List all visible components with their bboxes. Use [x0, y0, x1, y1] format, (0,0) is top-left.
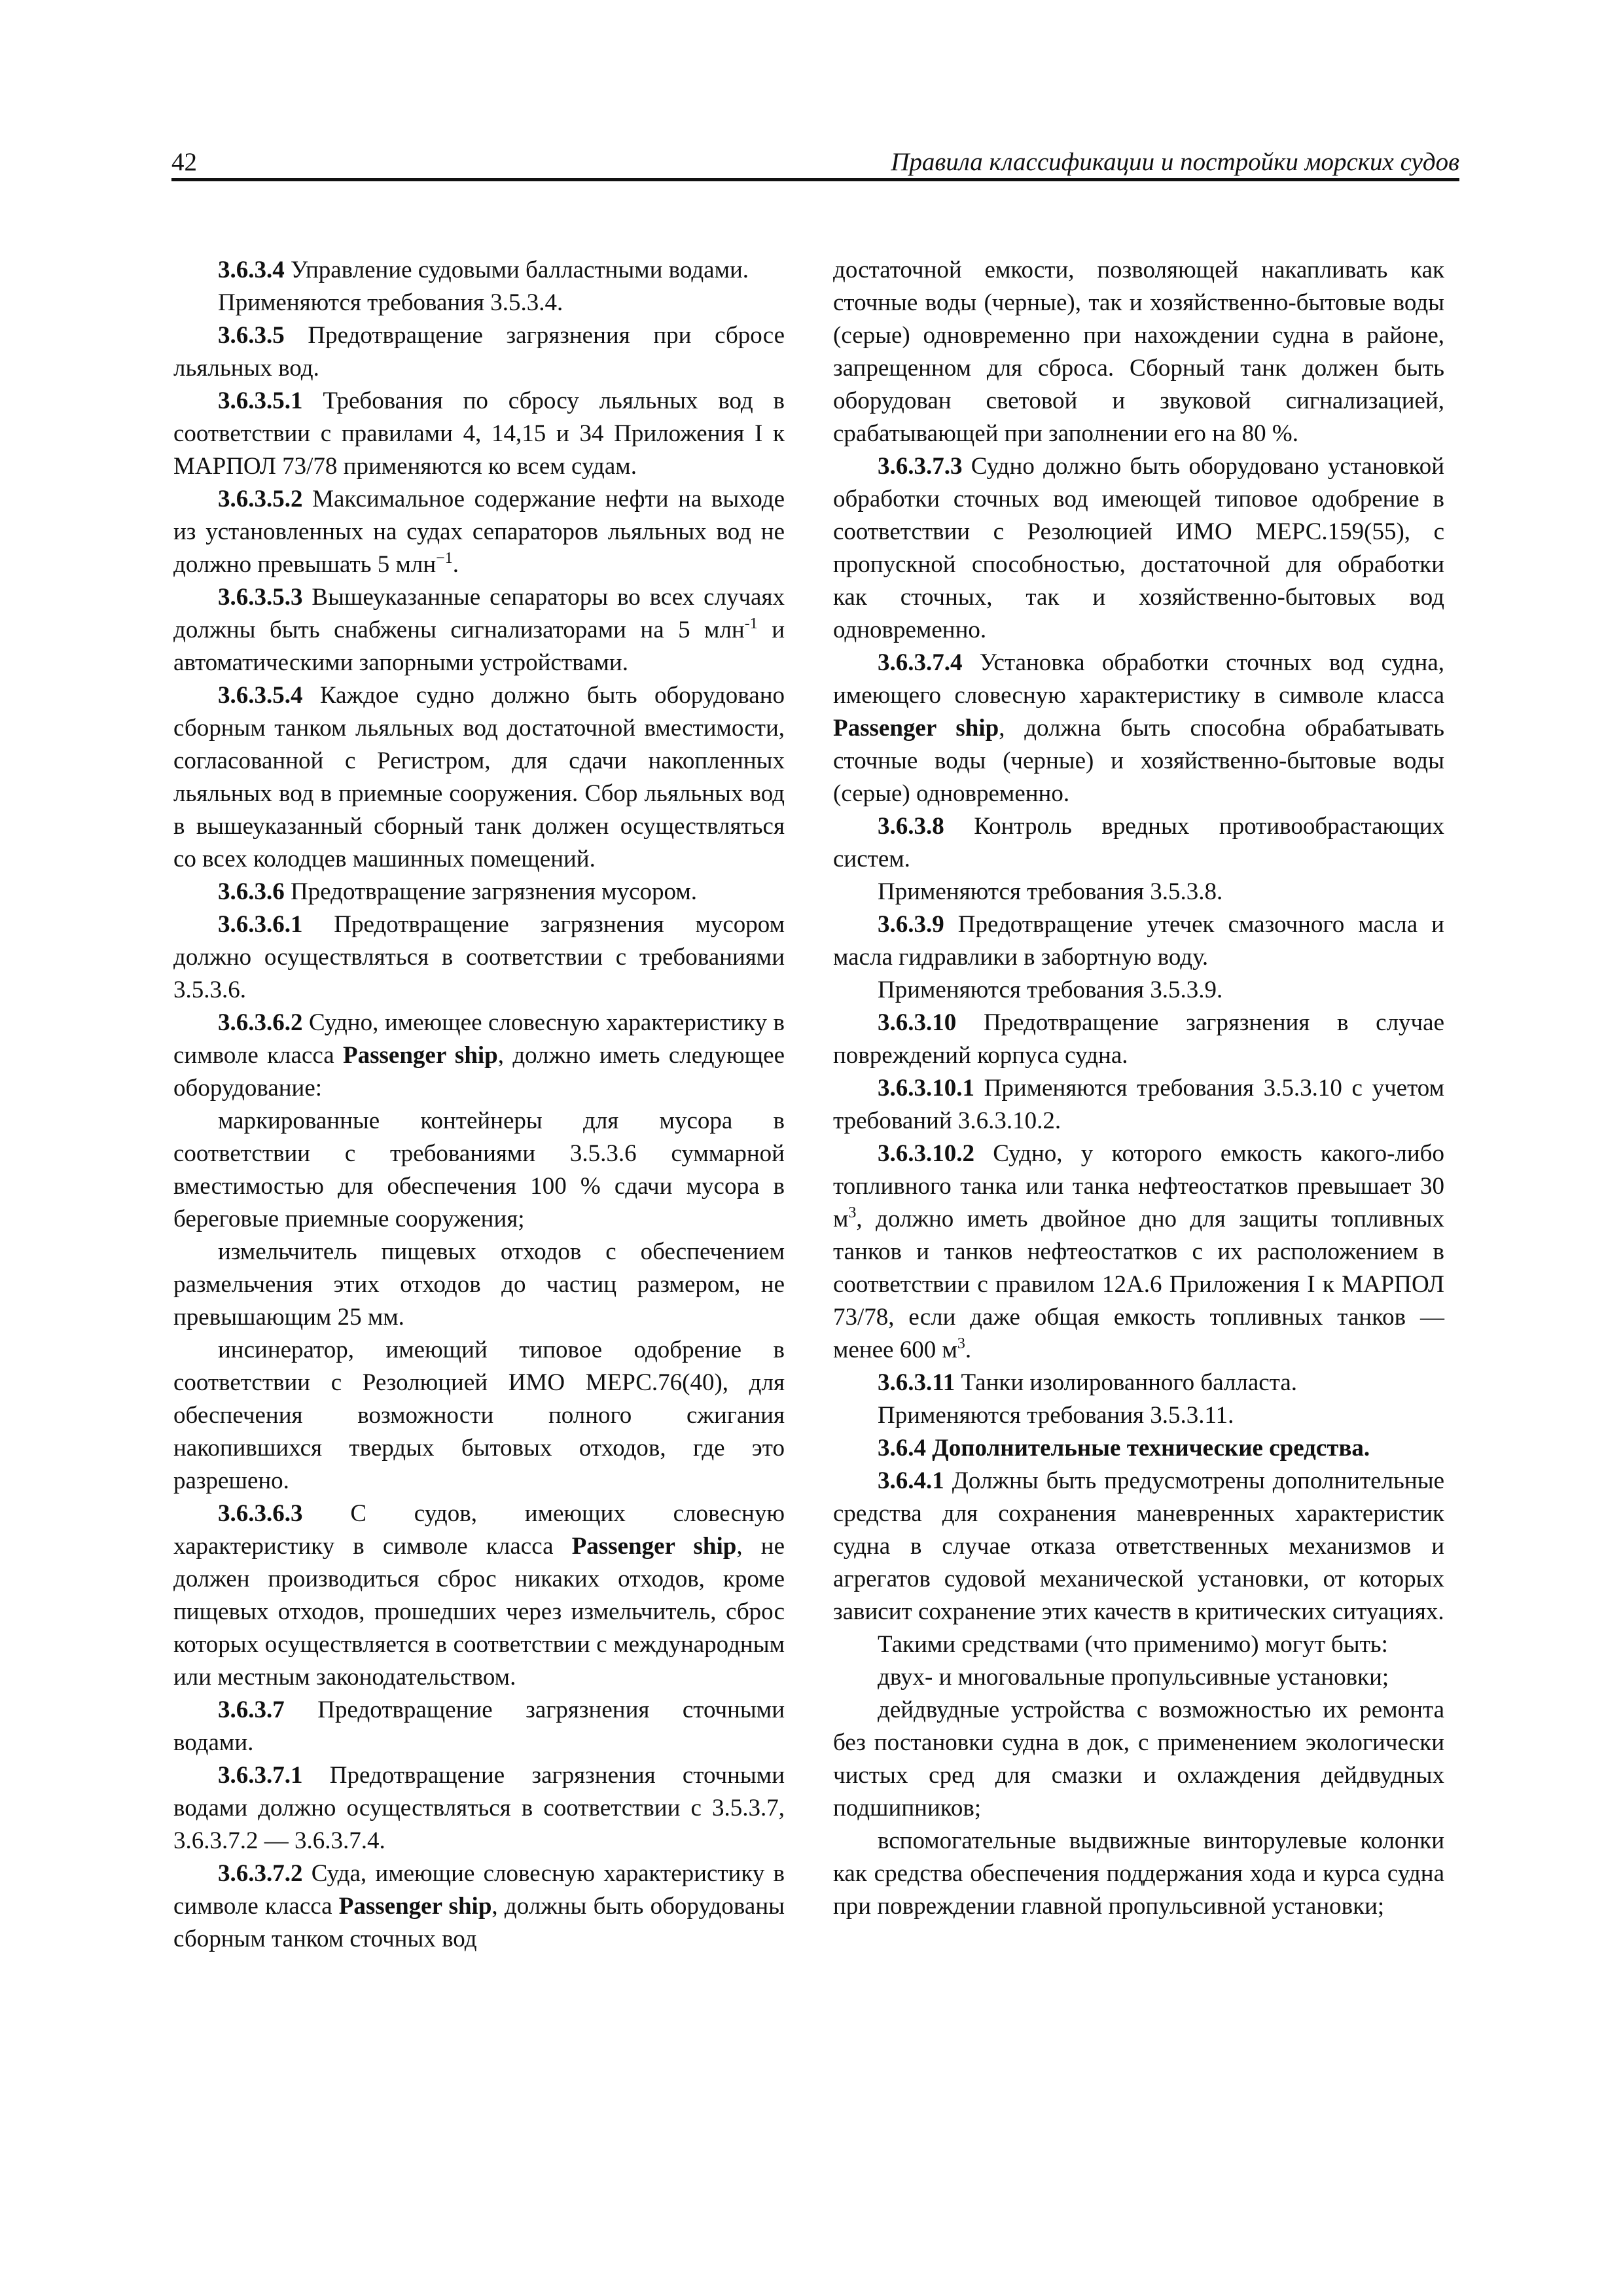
paragraph-text: Предотвращение загрязнения мусором должно осуществляться в соответствии с требованиями 3.5.3.6. [173, 911, 785, 1003]
paragraph-text: Каждое судно должно быть оборудовано сборным танком льяльных вод достаточной вместимости, согласованной с Регистром, для сдачи накопленных льяльных вод в приемные сооружения. Сбор льяльных вод в вышеуказанный сборный танк должен осуществляться со всех колодцев машинных помещений. [173, 682, 785, 872]
header-rule [171, 178, 1459, 181]
paragraph-text: , должны быть оборудованы сборным танком сточных вод [173, 1893, 785, 1952]
clause-number: 3.6.3.5.4 [218, 682, 303, 709]
paragraph-text: Предотвращение загрязнения в случае повреждений корпуса судна. [833, 1009, 1444, 1069]
class-notation: Passenger ship [571, 1533, 737, 1560]
paragraph-text: и автоматическими запорными устройствами. [173, 617, 785, 676]
superscript: 3 [957, 1335, 965, 1352]
paragraph-text: Предотвращение загрязнения мусором. [284, 878, 697, 905]
page-header [171, 145, 1459, 179]
clause-number: 3.6.3.9 [878, 911, 944, 938]
clause-number: 3.6.3.10 [878, 1009, 957, 1036]
paragraph-text: Применяются требования 3.5.3.11. [878, 1402, 1234, 1429]
clause-number: 3.6.3.5.1 [218, 387, 303, 414]
list-item [833, 1661, 1444, 1694]
paragraph-text: двух- и многовальные пропульсивные установки; [878, 1664, 1389, 1691]
paragraph [833, 1138, 1444, 1367]
list-item [173, 1105, 785, 1236]
clause-number: 3.6.3.7.3 [878, 453, 963, 480]
paragraph [173, 908, 785, 1007]
left-column [173, 254, 785, 1956]
clause-number: 3.6.3.10.1 [878, 1075, 974, 1102]
paragraph [173, 1694, 785, 1759]
paragraph-text: Предотвращение загрязнения сточными водами. [173, 1696, 785, 1756]
paragraph [833, 254, 1444, 450]
paragraph-text: Максимальное содержание нефти на выходе из установленных на судах сепараторов льяльных вод не должно превышать 5 млн [173, 486, 785, 578]
clause-number: 3.6.3.5 [218, 322, 285, 349]
paragraph [833, 1465, 1444, 1628]
paragraph-text: Предотвращение утечек смазочного масла и масла гидравлики в забортную воду. [833, 911, 1444, 971]
paragraph [833, 1367, 1444, 1399]
paragraph-text: Вышеуказанные сепараторы во всех случаях должны быть снабжены сигнализаторами на 5 млн [173, 584, 785, 643]
paragraph-text: С судов, имеющих словесную характеристику в символе класса [173, 1500, 785, 1560]
paragraph [833, 1072, 1444, 1138]
clause-number: 3.6.3.7 [218, 1696, 285, 1723]
paragraph-text: , должно иметь двойное дно для защиты топливных танков и танков нефтеостатков с их расположением в соответствии с правилом 12А.6 Приложения I к МАРПОЛ 73/78, если даже общая емкость топливных танков — менее 600 м [833, 1206, 1444, 1363]
paragraph-text: . [965, 1336, 972, 1363]
paragraph-text: Судно, имеющее словесную характеристику в символе класса [173, 1009, 785, 1069]
paragraph-text: Судно, у которого емкость какого-либо топливного танка или танка нефтеостатков превышает 30 м [833, 1140, 1444, 1232]
paragraph-text: Такими средствами (что применимо) могут быть: [878, 1631, 1388, 1658]
paragraph-text: Предотвращение загрязнения при сбросе льяльных вод. [173, 322, 785, 382]
superscript: 3 [848, 1204, 857, 1221]
paragraph-text: инсинератор, имеющий типовое одобрение в соответствии с Резолюцией ИМО МЕРС.76(40), для обеспечения возможности полного сжигания накопившихся твердых бытовых отходов, где это разрешено. [173, 1336, 785, 1494]
paragraph [833, 810, 1444, 876]
paragraph [833, 647, 1444, 810]
paragraph-text: Суда, имеющие словесную характеристику в символе класса [173, 1860, 785, 1920]
paragraph-text: . [452, 551, 459, 578]
list-item [833, 1694, 1444, 1825]
paragraph-text: Применяются требования 3.5.3.4. [218, 289, 563, 316]
page-number: 42 [171, 148, 197, 176]
list-item [173, 1236, 785, 1334]
paragraph-text: Требования по сбросу льяльных вод в соответствии с правилами 4, 14,15 и 34 Приложения I к МАРПОЛ 73/78 применяются ко всем судам. [173, 387, 785, 480]
paragraph-text: Судно должно быть оборудовано установкой обработки сточных вод имеющей типовое одобрение в соответствии с Резолюцией ИМО МЕРС.159(55), с пропускной способностью, достаточной для обработки как сточных, так и хозяйственно-бытовых вод одновременно. [833, 453, 1444, 643]
paragraph-text: Применяются требования 3.5.3.8. [878, 878, 1223, 905]
paragraph [173, 876, 785, 908]
paragraph [173, 1007, 785, 1105]
paragraph-text: вспомогательные выдвижные винторулевые колонки как средства обеспечения поддержания хода и курса судна при повреждении главной пропульсивной установки; [833, 1827, 1444, 1920]
paragraph [173, 254, 785, 287]
paragraph [173, 483, 785, 581]
right-column [833, 254, 1444, 1923]
paragraph-text: достаточной емкости, позволяющей накапливать как сточные воды (черные), так и хозяйственно-бытовые воды (серые) одновременно при нахождении судна в районе, запрещенном для сброса. Сборный танк должен быть оборудован световой и звуковой сигнализацией, срабатывающей при заполнении его на 80 %. [833, 257, 1444, 447]
superscript: −1 [436, 550, 453, 567]
paragraph [833, 908, 1444, 974]
clause-number: 3.6.3.6.3 [218, 1500, 303, 1527]
clause-number: 3.6.3.5.3 [218, 584, 303, 611]
clause-number: 3.6.3.7.1 [218, 1762, 303, 1789]
clause-number: 3.6.3.11 [878, 1369, 955, 1396]
clause-number: 3.6.3.6.1 [218, 911, 303, 938]
paragraph-text: Танки изолированного балласта. [955, 1369, 1298, 1396]
clause-number: 3.6.3.10.2 [878, 1140, 974, 1167]
clause-number: 3.6.3.4 [218, 257, 285, 283]
running-title: Правила классификации и постройки морских судов [891, 148, 1459, 176]
paragraph [833, 1628, 1444, 1661]
clause-number: 3.6.3.6 [218, 878, 285, 905]
section-heading: 3.6.4 Дополнительные технические средства. [878, 1435, 1370, 1462]
clause-number: 3.6.3.6.2 [218, 1009, 303, 1036]
paragraph [833, 450, 1444, 647]
paragraph [173, 385, 785, 483]
paragraph-text: Предотвращение загрязнения сточными водами должно осуществляться в соответствии с 3.5.3.7, 3.6.3.7.2 — 3.6.3.7.4. [173, 1762, 785, 1854]
paragraph-text: маркированные контейнеры для мусора в соответствии с требованиями 3.5.3.6 суммарной вместимостью для обеспечения 100 % сдачи мусора в береговые приемные сооружения; [173, 1107, 785, 1232]
paragraph [833, 974, 1444, 1007]
paragraph-text: Установка обработки сточных вод судна, имеющего словесную характеристику в символе класса [833, 649, 1444, 709]
paragraph-text: измельчитель пищевых отходов с обеспечением размельчения этих отходов до частиц размером, не превышающим 25 мм. [173, 1238, 785, 1331]
clause-number: 3.6.3.7.2 [218, 1860, 303, 1887]
paragraph [833, 876, 1444, 908]
paragraph-text: Управление судовыми балластными водами. [284, 257, 749, 283]
paragraph [173, 287, 785, 319]
class-notation: Passenger ship [343, 1042, 498, 1069]
class-notation: Passenger ship [833, 715, 999, 742]
paragraph-text: Применяются требования 3.5.3.10 с учетом требований 3.6.3.10.2. [833, 1075, 1444, 1134]
clause-number: 3.6.4.1 [878, 1467, 944, 1494]
superscript: -1 [744, 615, 758, 632]
paragraph [173, 581, 785, 679]
clause-number: 3.6.3.7.4 [878, 649, 963, 676]
paragraph [833, 1399, 1444, 1432]
paragraph-text: , должна быть способна обрабатывать сточные воды (черные) и хозяйственно-бытовые воды (серые) одновременно. [833, 715, 1444, 807]
paragraph [833, 1007, 1444, 1072]
paragraph-text: Применяются требования 3.5.3.9. [878, 977, 1223, 1003]
paragraph [173, 679, 785, 876]
clause-number: 3.6.3.5.2 [218, 486, 303, 512]
paragraph-text: , должно иметь следующее оборудование: [173, 1042, 785, 1102]
paragraph-text: Контроль вредных противообрастающих систем. [833, 813, 1444, 872]
paragraph-text: , не должен производиться сброс никаких отходов, кроме пищевых отходов, прошедших через измельчитель, сброс которых осуществляется в соответствии с международным или местным законодательством. [173, 1533, 785, 1691]
class-notation: Passenger ship [338, 1893, 492, 1920]
paragraph-text: дейдвудные устройства с возможностью их ремонта без постановки судна в док, с применением экологически чистых сред для смазки и охлаждения дейдвудных подшипников; [833, 1696, 1444, 1821]
paragraph [173, 1498, 785, 1694]
paragraph [173, 319, 785, 385]
paragraph-text: Должны быть предусмотрены дополнительные средства для сохранения маневренных характеристик судна в случае отказа ответственных механизмов и агрегатов судовой механической установки, от которых зависит сохранение этих качеств в критических ситуациях. [833, 1467, 1444, 1625]
list-item [173, 1334, 785, 1498]
clause-number: 3.6.3.8 [878, 813, 944, 840]
paragraph [173, 1857, 785, 1956]
list-item [833, 1825, 1444, 1923]
paragraph [173, 1759, 785, 1857]
